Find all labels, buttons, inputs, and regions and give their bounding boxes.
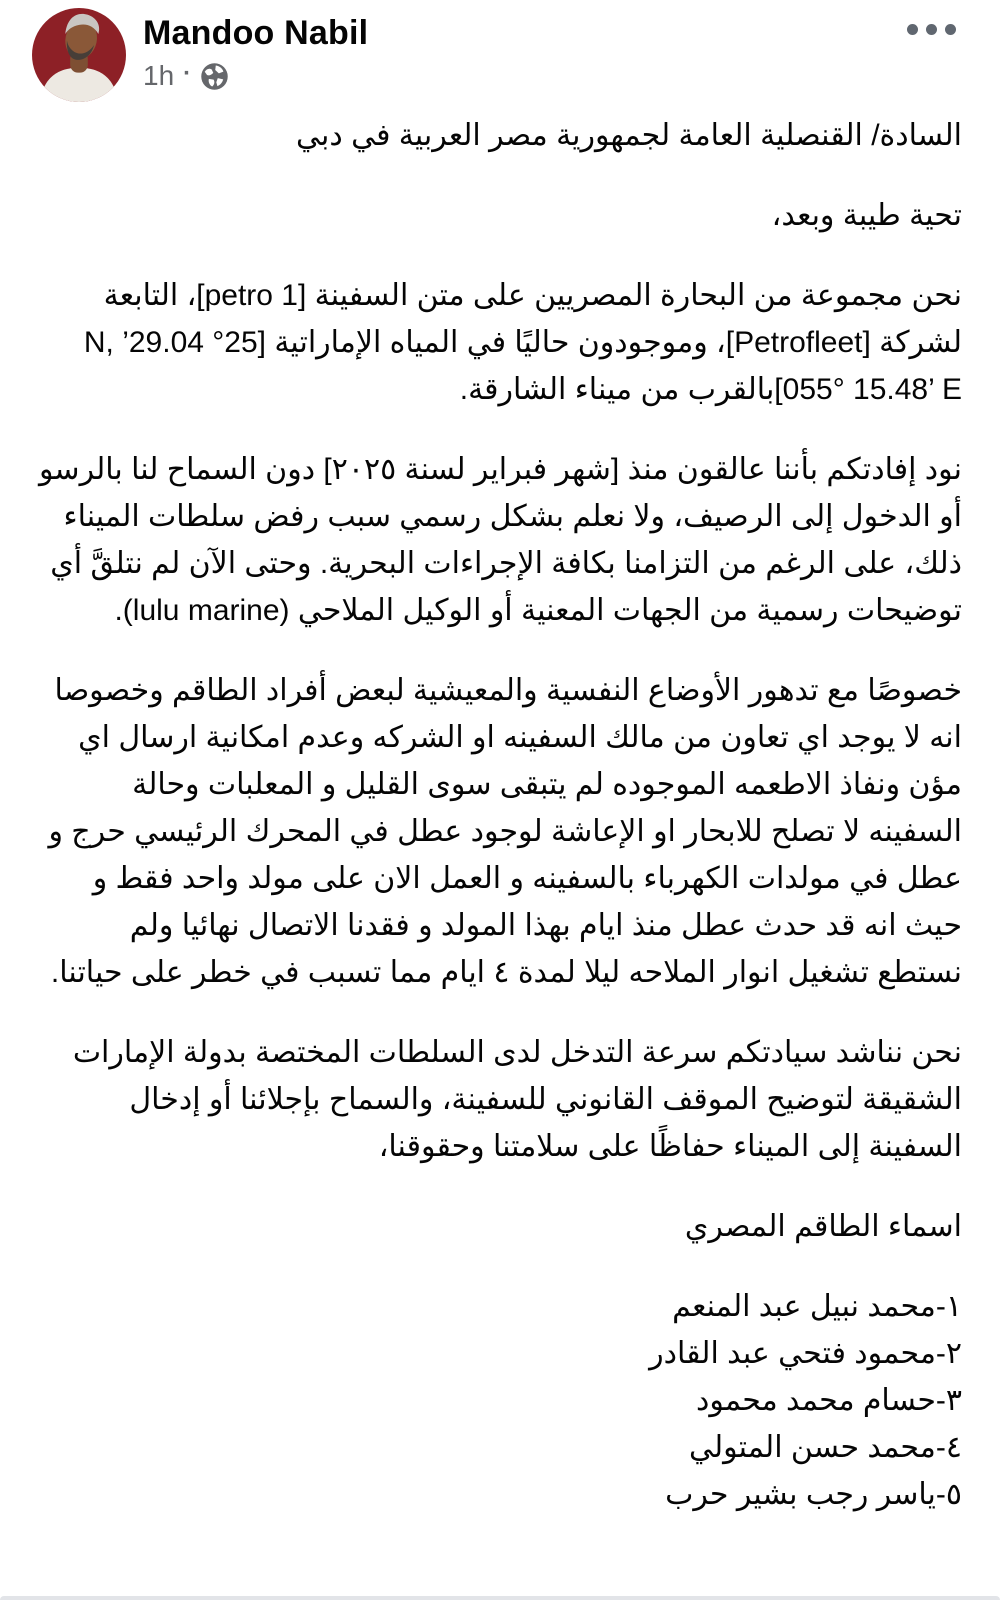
crew-list-item: ١-محمد نبيل عبد المنعم xyxy=(672,1290,962,1323)
globe-icon xyxy=(200,62,229,91)
post-paragraph-intro: نحن مجموعة من البحارة المصريين على متن السفينة [petro 1]، التابعة لشركة [Petrofleet]، وموجودون حاليًا في المياه الإماراتية [25° 29.04’ N, 055° 15.48’ E]بالقرب من ميناء الشارقة. xyxy=(83,279,962,406)
crew-list xyxy=(38,1283,962,1518)
post-paragraph-situation: نود إفادتكم بأننا عالقون منذ [شهر فبراير لسنة ٢٠٢٥] دون السماح لنا بالرسو أو الدخول إلى الرصيف، ولا نعلم بشكل رسمي سبب رفض سلطات الميناء ذلك، على الرغم من التزامنا بكافة الإجراءات البحرية. وحتى الآن لم نتلقَّ أي توضيحات رسمية من الجهات المعنية أو الوكيل الملاحي (lulu marine). xyxy=(38,453,962,627)
post-header xyxy=(32,8,968,102)
avatar[interactable] xyxy=(32,8,126,102)
post-meta xyxy=(143,60,368,92)
ellipsis-icon xyxy=(945,24,956,35)
post-content xyxy=(38,112,962,1518)
crew-list-item: ٢-محمود فتحي عبد القادر xyxy=(649,1337,962,1370)
ellipsis-icon xyxy=(907,24,918,35)
crew-heading: اسماء الطاقم المصري xyxy=(684,1210,962,1243)
post-paragraph-appeal: نحن نناشد سيادتكم سرعة التدخل لدى السلطات المختصة بدولة الإمارات الشقيقة لتوضيح الموقف القانوني للسفينة، والسماح بإجلائنا أو إدخال السفينة إلى الميناء حفاظًا على سلامتنا وحقوقنا، xyxy=(72,1036,962,1163)
ellipsis-icon xyxy=(926,24,937,35)
profile-photo xyxy=(32,8,126,102)
next-card-top-edge xyxy=(0,1596,1000,1600)
meta-separator: · xyxy=(183,60,192,87)
post-paragraph-conditions: خصوصًا مع تدهور الأوضاع النفسية والمعيشية لبعض أفراد الطاقم وخصوصا انه لا يوجد اي تعاون من مالك السفينه او الشركه وعدم امكانية ارسال اي مؤن ونفاذ الاطعمه الموجوده لم يتبقى سوى القليل و المعلبات وحالة السفينه لا تصلح للابحار او الإعاشة لوجود عطل في المحرك الرئيسي حرج و عطل في مولدات الكهرباء بالسفينه و العمل الان على مولد واحد فقط و حيث انه قد حدث عطل منذ ايام بهذا المولد و فقدنا الاتصال نهائيا ولم نستطع تشغيل انوار الملاحه ليلا لمدة ٤ ايام مما تسبب في خطر على حياتنا. xyxy=(48,674,962,989)
post-paragraph-greeting: تحية طيبة وبعد، xyxy=(771,199,962,232)
timestamp[interactable]: 1h xyxy=(143,60,175,91)
post-options-button[interactable] xyxy=(897,14,966,45)
crew-list-item: ٣-حسام محمد محمود xyxy=(696,1384,962,1417)
post-paragraph-salutation: السادة/ القنصلية العامة لجمهورية مصر العربية في دبي xyxy=(296,119,962,152)
author-name[interactable]: Mandoo Nabil xyxy=(143,14,369,52)
crew-list-item: ٥-ياسر رجب بشير حرب xyxy=(665,1478,962,1511)
header-text xyxy=(143,8,368,92)
crew-list-item: ٤-محمد حسن المتولي xyxy=(689,1431,962,1464)
